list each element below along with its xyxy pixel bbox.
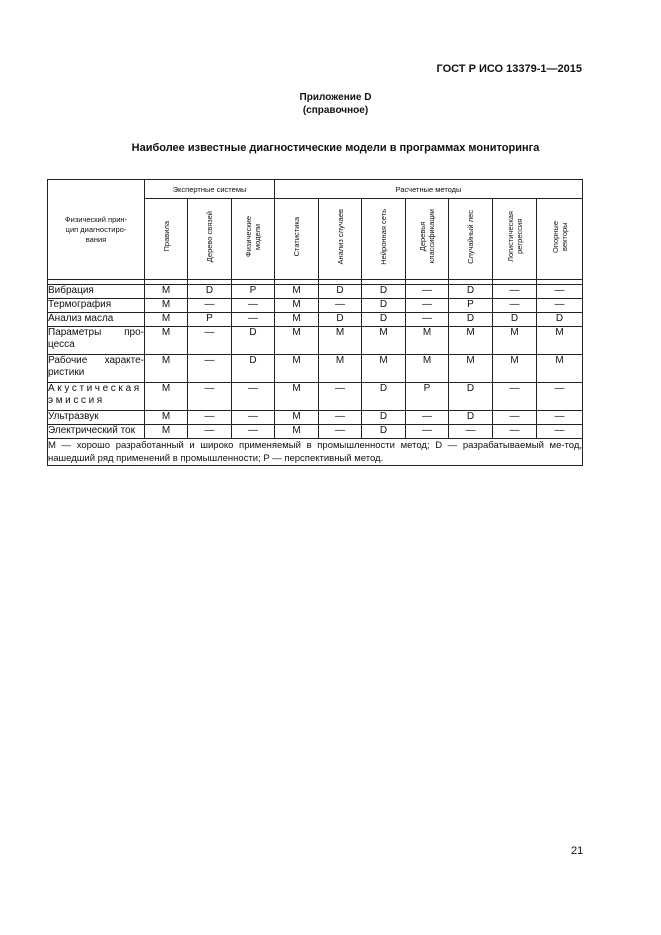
column-header <box>319 199 362 280</box>
column-header-label: Случайный лес <box>466 209 476 264</box>
column-header <box>275 199 319 280</box>
value-cell: M <box>537 355 583 383</box>
value-cell: M <box>145 327 188 355</box>
value-cell: M <box>406 327 449 355</box>
value-cell: D <box>449 383 493 411</box>
value-cell: D <box>449 285 493 299</box>
value-cell: — <box>319 425 362 439</box>
value-cell: — <box>406 411 449 425</box>
value-cell: D <box>362 299 406 313</box>
value-cell: D <box>449 313 493 327</box>
row-name: Вибрация <box>48 285 145 299</box>
column-header-label: Дерево связей <box>205 210 214 263</box>
value-cell: — <box>319 411 362 425</box>
value-cell: D <box>362 313 406 327</box>
note-row <box>48 439 583 466</box>
value-cell: D <box>188 285 232 299</box>
group-header-expert: Экспертные системы <box>145 180 275 199</box>
column-header <box>406 199 449 280</box>
value-cell: P <box>188 313 232 327</box>
value-cell: — <box>493 383 537 411</box>
value-cell: — <box>493 285 537 299</box>
annex-heading <box>0 91 661 117</box>
table-row <box>48 313 583 327</box>
value-cell: D <box>362 411 406 425</box>
value-cell: M <box>319 355 362 383</box>
value-cell: M <box>275 425 319 439</box>
column-header-label: Нейронная сеть <box>379 208 389 265</box>
value-cell: — <box>319 299 362 313</box>
value-cell: — <box>449 425 493 439</box>
table-title: Наиболее известные диагностические модели в программах мониторинга <box>131 142 540 154</box>
table-row <box>48 327 583 355</box>
value-cell: M <box>537 327 583 355</box>
table-row <box>48 285 583 299</box>
value-cell: — <box>537 411 583 425</box>
column-header-label: Логистическая регрессия <box>505 211 524 262</box>
value-cell: P <box>232 285 275 299</box>
value-cell: — <box>406 285 449 299</box>
value-cell: — <box>406 313 449 327</box>
value-cell: — <box>406 425 449 439</box>
row-name: Термография <box>48 299 145 313</box>
value-cell: — <box>493 411 537 425</box>
row-name: Рабочие характе- ристики <box>48 355 145 383</box>
value-cell: D <box>232 355 275 383</box>
row-name: Электрический ток <box>48 425 145 439</box>
column-header-label: Статистика <box>292 216 302 257</box>
column-header-label: Анализ случаев <box>335 208 345 265</box>
column-header <box>537 199 583 280</box>
value-cell: — <box>537 299 583 313</box>
value-cell: — <box>406 299 449 313</box>
value-cell: — <box>232 425 275 439</box>
value-cell: M <box>275 299 319 313</box>
column-header <box>145 199 188 280</box>
value-cell: — <box>232 313 275 327</box>
value-cell: M <box>449 355 493 383</box>
param-header-line: Физический прин- цип диагностиро- вания <box>64 214 128 244</box>
value-cell: D <box>493 313 537 327</box>
value-cell: M <box>145 383 188 411</box>
column-header-label: Физические модели <box>244 216 262 257</box>
value-cell: M <box>406 355 449 383</box>
value-cell: D <box>319 285 362 299</box>
document-code: ГОСТ Р ИСО 13379-1—2015 <box>436 63 582 75</box>
value-cell: M <box>275 411 319 425</box>
value-cell: M <box>275 355 319 383</box>
value-cell: M <box>319 327 362 355</box>
value-cell: D <box>319 313 362 327</box>
value-cell: D <box>449 411 493 425</box>
table-row <box>48 355 583 383</box>
diagnostic-models-table <box>47 179 583 466</box>
value-cell: — <box>232 383 275 411</box>
table-row <box>48 425 583 439</box>
value-cell: M <box>145 411 188 425</box>
table-row <box>48 299 583 313</box>
param-header <box>48 180 145 280</box>
value-cell: — <box>537 285 583 299</box>
column-header <box>449 199 493 280</box>
page-number: 21 <box>571 845 584 857</box>
value-cell: — <box>188 327 232 355</box>
column-header <box>188 199 232 280</box>
value-cell: M <box>275 327 319 355</box>
column-header <box>232 199 275 280</box>
value-cell: M <box>275 285 319 299</box>
value-cell: M <box>275 313 319 327</box>
value-cell: — <box>537 425 583 439</box>
row-name: Параметры про- цесса <box>48 327 145 355</box>
value-cell: M <box>145 313 188 327</box>
value-cell: — <box>188 411 232 425</box>
value-cell: M <box>145 355 188 383</box>
value-cell: P <box>406 383 449 411</box>
value-cell: M <box>362 355 406 383</box>
value-cell: — <box>188 299 232 313</box>
group-header-computational: Расчетные методы <box>275 180 583 199</box>
column-header-label: Правила <box>161 221 171 252</box>
table-row <box>48 411 583 425</box>
annex-subtitle: (справочное) <box>302 105 369 116</box>
value-cell: M <box>145 285 188 299</box>
value-cell: M <box>145 299 188 313</box>
column-header-label: Опорные векторы <box>550 220 569 253</box>
value-cell: D <box>537 313 583 327</box>
value-cell: — <box>232 411 275 425</box>
value-cell: M <box>493 327 537 355</box>
row-name: Ультразвук <box>48 411 145 425</box>
value-cell: D <box>362 285 406 299</box>
value-cell: — <box>232 299 275 313</box>
row-name: Акустическая эмиссия <box>48 383 145 411</box>
value-cell: M <box>275 383 319 411</box>
value-cell: D <box>362 383 406 411</box>
row-name: Анализ масла <box>48 313 145 327</box>
value-cell: — <box>319 383 362 411</box>
column-header <box>362 199 406 280</box>
value-cell: — <box>188 383 232 411</box>
value-cell: M <box>493 355 537 383</box>
table-row <box>48 383 583 411</box>
value-cell: D <box>232 327 275 355</box>
value-cell: P <box>449 299 493 313</box>
table-note: М — хорошо разработанный и широко применяемый в промышленности метод; D — разрабатываемый ме-тод, нашедший ряд применений в промышленности; P — перспективный метод. <box>48 440 583 464</box>
column-header <box>493 199 537 280</box>
value-cell: M <box>362 327 406 355</box>
value-cell: M <box>449 327 493 355</box>
value-cell: — <box>188 355 232 383</box>
value-cell: — <box>493 425 537 439</box>
value-cell: — <box>493 299 537 313</box>
annex-title: Приложение D <box>299 92 372 103</box>
value-cell: — <box>188 425 232 439</box>
value-cell: M <box>145 425 188 439</box>
column-header-label: Деревья классификации <box>418 209 437 264</box>
value-cell: D <box>362 425 406 439</box>
value-cell: — <box>537 383 583 411</box>
